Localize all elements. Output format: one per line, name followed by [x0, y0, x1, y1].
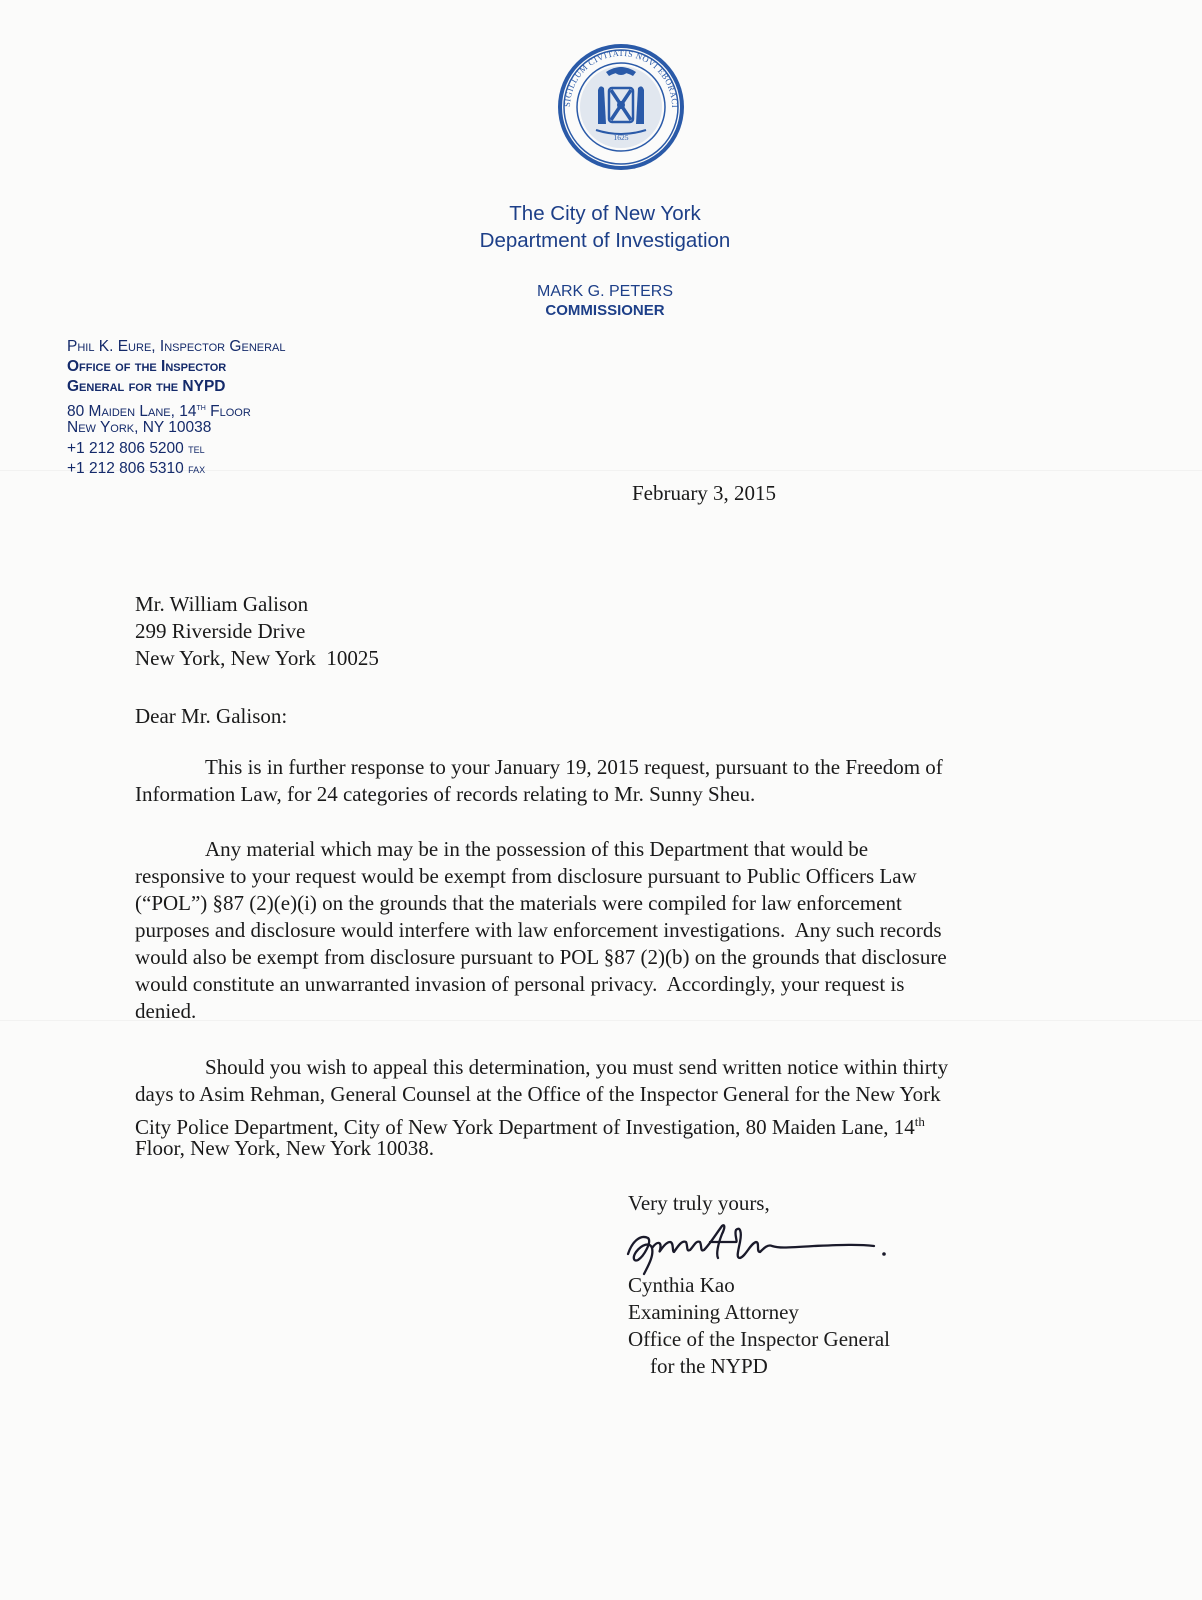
paragraph-3-line-2: days to Asim Rehman, General Counsel at the Office of the Inspector General for the New York	[135, 1082, 941, 1106]
paragraph-3-line-4: Floor, New York, New York 10038.	[135, 1136, 435, 1160]
signer-office-line1: Office of the Inspector General	[628, 1327, 890, 1351]
paragraph-1-line-1: This is in further response to your January 19, 2015 request, pursuant to the Freedom of	[205, 755, 943, 779]
sender-address-city: New York, NY 10038	[67, 419, 212, 436]
paragraph-2-line-3: (“POL”) §87 (2)(e)(i) on the grounds that the materials were compiled for law enforcement	[135, 891, 902, 915]
recipient-street: 299 Riverside Drive	[135, 619, 306, 643]
paragraph-2-line-6: would constitute an unwarranted invasion of personal privacy. Accordingly, your request is	[135, 972, 905, 996]
paragraph-2-line-2: responsive to your request would be exempt from disclosure pursuant to Public Officers Law	[135, 864, 917, 888]
org-name-department: Department of Investigation	[479, 229, 731, 252]
salutation: Dear Mr. Galison:	[135, 704, 288, 728]
commissioner-name: MARK G. PETERS	[536, 283, 674, 300]
paragraph-3-line-3: City Police Department, City of New York Department of Investigation, 80 Maiden Lane, 14th	[135, 1114, 925, 1139]
signer-office-line2: for the NYPD	[650, 1354, 768, 1378]
commissioner-title: COMMISSIONER	[545, 302, 665, 319]
sender-tel: +1 212 806 5200 tel	[67, 440, 205, 457]
nyc-seal-icon	[556, 42, 686, 172]
paragraph-2-line-7: denied.	[135, 999, 197, 1023]
org-name-city: The City of New York	[509, 202, 701, 225]
signer-title: Examining Attorney	[628, 1300, 799, 1324]
sender-fax: +1 212 806 5310 fax	[67, 460, 206, 477]
sender-office-line2: General for the NYPD	[67, 378, 226, 395]
recipient-name: Mr. William Galison	[135, 592, 309, 616]
sender-name-title: Phil K. Eure, Inspector General	[67, 338, 286, 355]
recipient-city: New York, New York 10025	[135, 646, 379, 670]
signer-name: Cynthia Kao	[628, 1273, 735, 1297]
sender-office-line1: Office of the Inspector	[67, 358, 227, 375]
seal-motto: SIGILLUM CIVITATIS NOVI EBORACI	[561, 47, 681, 109]
paragraph-2-line-4: purposes and disclosure would interfere with law enforcement investigations. Any such records	[135, 918, 942, 942]
paragraph-1-line-2: Information Law, for 24 categories of records relating to Mr. Sunny Sheu.	[135, 782, 756, 806]
sender-address-street: 80 Maiden Lane, 14th Floor	[67, 402, 251, 421]
letter-date: February 3, 2015	[632, 481, 777, 505]
paragraph-3-line-1: Should you wish to appeal this determination, you must send written notice within thirty	[205, 1055, 949, 1079]
paragraph-2-line-5: would also be exempt from disclosure pursuant to POL §87 (2)(b) on the grounds that disclosure	[135, 945, 947, 969]
seal-year: 1625	[613, 133, 629, 142]
paragraph-2-line-1: Any material which may be in the possession of this Department that would be	[205, 837, 869, 861]
valediction: Very truly yours,	[628, 1191, 770, 1215]
